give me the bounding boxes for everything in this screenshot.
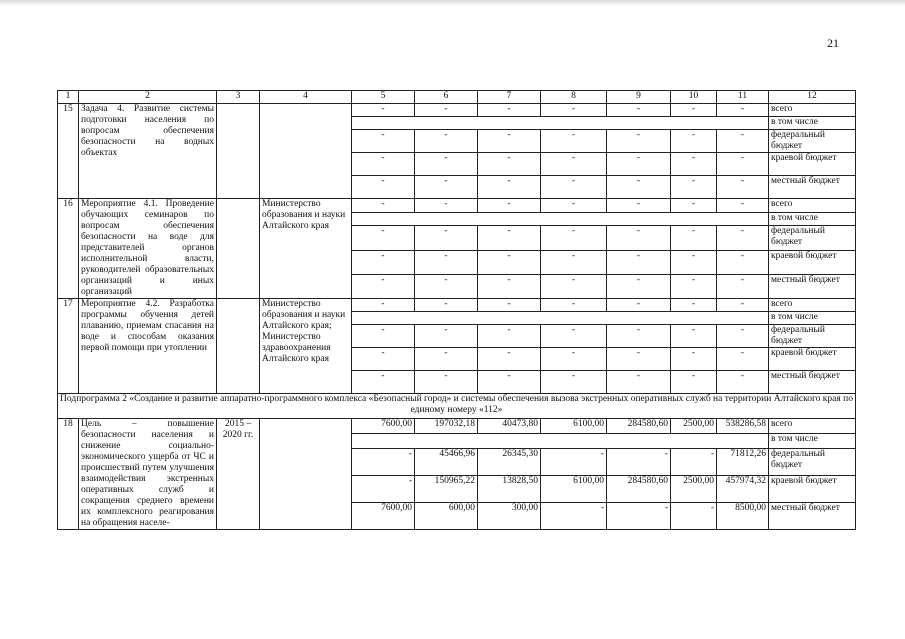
- value-cell: -: [415, 299, 478, 312]
- source-label: краевой бюджет: [769, 250, 856, 274]
- value-cell: -: [717, 153, 769, 176]
- blank-span-cell: [352, 212, 769, 226]
- value-cell: 8500,00: [717, 503, 769, 530]
- scan-edge: [0, 0, 905, 6]
- value-cell: -: [415, 130, 478, 153]
- value-cell: 7600,00: [352, 503, 415, 530]
- column-header: 1: [58, 91, 79, 104]
- row-executor: [260, 104, 352, 199]
- value-cell: -: [415, 226, 478, 250]
- value-cell: -: [607, 226, 671, 250]
- source-label: в том числе: [769, 434, 856, 449]
- value-cell: -: [717, 250, 769, 274]
- source-label: местный бюджет: [769, 176, 856, 199]
- value-cell: -: [541, 348, 607, 371]
- column-header: 7: [478, 91, 541, 104]
- column-header: 5: [352, 91, 415, 104]
- value-cell: 71812,26: [717, 449, 769, 476]
- row-period: 2015 – 2020 гг.: [217, 419, 260, 530]
- value-cell: -: [541, 274, 607, 298]
- value-cell: -: [415, 176, 478, 199]
- value-cell: -: [671, 503, 717, 530]
- value-cell: -: [415, 104, 478, 117]
- value-cell: -: [541, 449, 607, 476]
- value-cell: -: [478, 130, 541, 153]
- value-cell: -: [607, 325, 671, 348]
- value-cell: 538286,58: [717, 419, 769, 434]
- value-cell: -: [541, 250, 607, 274]
- value-cell: -: [607, 299, 671, 312]
- value-cell: -: [352, 226, 415, 250]
- value-cell: -: [671, 274, 717, 298]
- value-cell: -: [415, 274, 478, 298]
- column-header: 6: [415, 91, 478, 104]
- value-cell: -: [717, 299, 769, 312]
- value-cell: -: [352, 176, 415, 199]
- table-row: [58, 199, 856, 213]
- source-label: всего: [769, 299, 856, 312]
- row-number: 17: [58, 299, 79, 394]
- table-row: [58, 104, 856, 117]
- value-cell: -: [415, 250, 478, 274]
- source-label: федеральный бюджет: [769, 449, 856, 476]
- value-cell: -: [541, 299, 607, 312]
- value-cell: -: [671, 153, 717, 176]
- value-cell: -: [671, 199, 717, 213]
- value-cell: -: [415, 153, 478, 176]
- value-cell: -: [541, 104, 607, 117]
- value-cell: -: [478, 226, 541, 250]
- value-cell: -: [541, 199, 607, 213]
- row-description: Цель – повышение безопасности населения и снижение социально-экономического ущерба от ЧС и происшествий путем улучшения взаимодействия экстренных оперативных служб и сокращения среднего времени их комплексного реагирования на обращения населе-: [79, 419, 217, 530]
- value-cell: -: [478, 348, 541, 371]
- value-cell: -: [352, 476, 415, 503]
- column-header: 10: [671, 91, 717, 104]
- value-cell: 13828,50: [478, 476, 541, 503]
- value-cell: 6100,00: [541, 476, 607, 503]
- value-cell: -: [717, 130, 769, 153]
- column-header: 3: [217, 91, 260, 104]
- value-cell: 457974,32: [717, 476, 769, 503]
- value-cell: -: [478, 299, 541, 312]
- source-label: всего: [769, 199, 856, 213]
- value-cell: 284580,60: [607, 476, 671, 503]
- value-cell: -: [717, 274, 769, 298]
- subprogram-title: Подпрограмма 2 «Создание и развитие аппаратно-программного комплекса «Безопасный город» и системы обеспечения вызова экстренных оперативных служб на территории Алтайского края по единому номеру «112»: [58, 394, 856, 419]
- value-cell: -: [717, 104, 769, 117]
- value-cell: -: [352, 274, 415, 298]
- source-label: местный бюджет: [769, 371, 856, 394]
- subprogram-row: [58, 394, 856, 419]
- table-row: [58, 419, 856, 434]
- blank-span-cell: [352, 434, 769, 449]
- value-cell: -: [478, 176, 541, 199]
- value-cell: 26345,30: [478, 449, 541, 476]
- value-cell: -: [415, 199, 478, 213]
- value-cell: -: [541, 503, 607, 530]
- value-cell: 40473,80: [478, 419, 541, 434]
- value-cell: -: [607, 104, 671, 117]
- value-cell: -: [671, 176, 717, 199]
- row-description: Мероприятие 4.1. Проведение обучающих семинаров по вопросам обеспечения безопасности на воде для представителей органов исполнительной власти, руководителей образовательных организаций и иных организаций: [79, 199, 217, 299]
- value-cell: -: [671, 104, 717, 117]
- value-cell: 284580,60: [607, 419, 671, 434]
- value-cell: -: [607, 348, 671, 371]
- row-description: Мероприятие 4.2. Разработка программы обучения детей плаванию, приемам спасания на воде и способам оказания первой помощи при утоплении: [79, 299, 217, 394]
- row-number: 15: [58, 104, 79, 199]
- value-cell: -: [415, 348, 478, 371]
- source-label: краевой бюджет: [769, 476, 856, 503]
- source-label: в том числе: [769, 117, 856, 130]
- value-cell: -: [478, 104, 541, 117]
- value-cell: 150965,22: [415, 476, 478, 503]
- value-cell: -: [478, 153, 541, 176]
- value-cell: -: [478, 371, 541, 394]
- value-cell: -: [352, 371, 415, 394]
- value-cell: -: [478, 250, 541, 274]
- value-cell: 7600,00: [352, 419, 415, 434]
- value-cell: -: [478, 274, 541, 298]
- value-cell: 2500,00: [671, 476, 717, 503]
- row-number: 18: [58, 419, 79, 530]
- value-cell: -: [541, 153, 607, 176]
- row-period: [217, 104, 260, 199]
- source-label: местный бюджет: [769, 503, 856, 530]
- source-label: всего: [769, 419, 856, 434]
- source-label: краевой бюджет: [769, 348, 856, 371]
- value-cell: -: [671, 226, 717, 250]
- value-cell: -: [607, 250, 671, 274]
- value-cell: -: [607, 274, 671, 298]
- row-executor: [260, 419, 352, 530]
- value-cell: -: [541, 176, 607, 199]
- source-label: краевой бюджет: [769, 153, 856, 176]
- value-cell: -: [352, 199, 415, 213]
- value-cell: 300,00: [478, 503, 541, 530]
- source-label: в том числе: [769, 312, 856, 325]
- value-cell: 2500,00: [671, 419, 717, 434]
- value-cell: -: [352, 449, 415, 476]
- column-header: 9: [607, 91, 671, 104]
- value-cell: -: [671, 371, 717, 394]
- value-cell: -: [607, 503, 671, 530]
- value-cell: -: [415, 371, 478, 394]
- value-cell: -: [671, 348, 717, 371]
- value-cell: -: [671, 325, 717, 348]
- value-cell: 45466,96: [415, 449, 478, 476]
- column-header: 4: [260, 91, 352, 104]
- value-cell: -: [607, 153, 671, 176]
- value-cell: -: [717, 176, 769, 199]
- source-label: всего: [769, 104, 856, 117]
- column-header: 11: [717, 91, 769, 104]
- value-cell: -: [671, 299, 717, 312]
- value-cell: -: [717, 348, 769, 371]
- source-label: федеральный бюджет: [769, 325, 856, 348]
- value-cell: -: [607, 371, 671, 394]
- value-cell: -: [541, 226, 607, 250]
- column-header: 12: [769, 91, 856, 104]
- row-period: [217, 199, 260, 299]
- value-cell: 600,00: [415, 503, 478, 530]
- table-header-row: [58, 91, 856, 104]
- value-cell: -: [607, 130, 671, 153]
- value-cell: -: [352, 130, 415, 153]
- column-header: 2: [79, 91, 217, 104]
- value-cell: -: [607, 199, 671, 213]
- value-cell: -: [352, 250, 415, 274]
- source-label: в том числе: [769, 212, 856, 226]
- value-cell: -: [541, 371, 607, 394]
- page-number: 21: [827, 36, 839, 50]
- value-cell: -: [352, 104, 415, 117]
- source-label: федеральный бюджет: [769, 226, 856, 250]
- value-cell: -: [541, 325, 607, 348]
- value-cell: -: [415, 325, 478, 348]
- value-cell: -: [352, 325, 415, 348]
- value-cell: -: [541, 130, 607, 153]
- value-cell: -: [607, 176, 671, 199]
- value-cell: -: [717, 371, 769, 394]
- value-cell: -: [717, 226, 769, 250]
- value-cell: 197032,18: [415, 419, 478, 434]
- value-cell: 6100,00: [541, 419, 607, 434]
- blank-span-cell: [352, 312, 769, 325]
- value-cell: -: [671, 130, 717, 153]
- column-header: 8: [541, 91, 607, 104]
- table-row: [58, 299, 856, 312]
- row-executor: Министерство образования и науки Алтайского края; Министерство здравоохранения Алтайского края: [260, 299, 352, 394]
- blank-span-cell: [352, 117, 769, 130]
- value-cell: -: [671, 250, 717, 274]
- row-executor: Министерство образования и науки Алтайского края: [260, 199, 352, 299]
- value-cell: -: [607, 449, 671, 476]
- budget-table: [57, 90, 856, 530]
- value-cell: -: [352, 153, 415, 176]
- row-period: [217, 299, 260, 394]
- value-cell: -: [717, 325, 769, 348]
- value-cell: -: [717, 199, 769, 213]
- value-cell: -: [671, 449, 717, 476]
- row-description: Задача 4. Развитие системы подготовки населения по вопросам обеспечения безопасности на водных объектах: [79, 104, 217, 199]
- source-label: местный бюджет: [769, 274, 856, 298]
- source-label: федеральный бюджет: [769, 130, 856, 153]
- value-cell: -: [478, 199, 541, 213]
- value-cell: -: [478, 325, 541, 348]
- value-cell: -: [352, 299, 415, 312]
- row-number: 16: [58, 199, 79, 299]
- value-cell: -: [352, 348, 415, 371]
